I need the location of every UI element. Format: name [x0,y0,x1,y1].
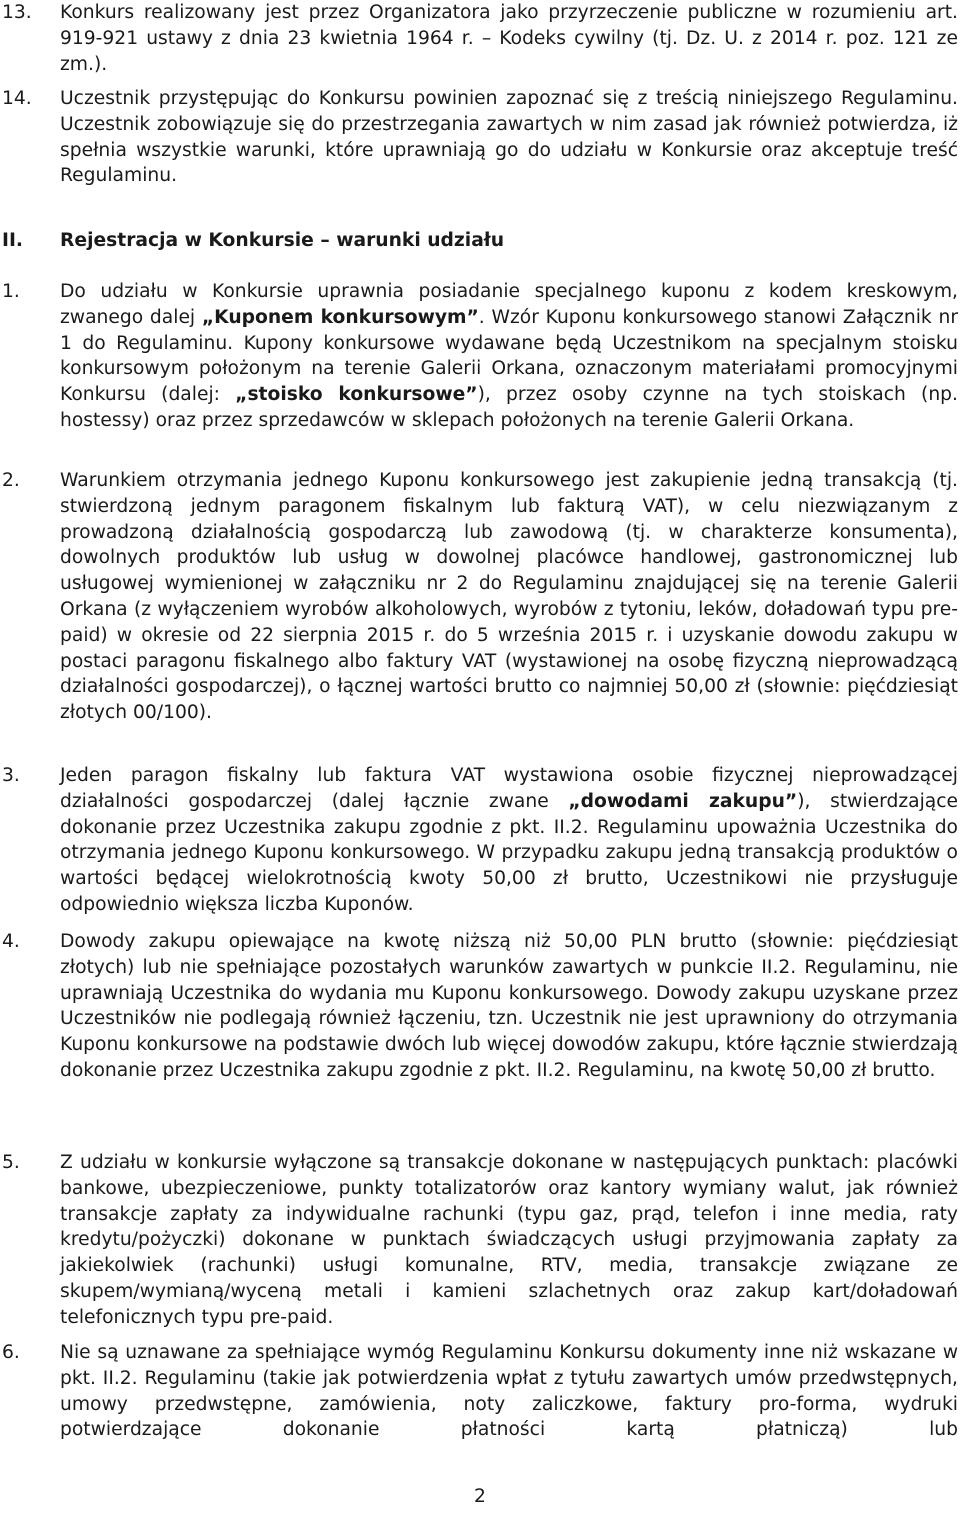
item-text [60,0,958,77]
item-text [60,763,958,918]
section-heading-ii [0,228,958,254]
bold-term: „dowodami zakupu” [568,790,798,812]
paragraph-6 [0,1340,958,1443]
item-text [60,279,958,434]
text-run: Uczestnik przystępując do Konkursu powinien zapoznać się z treścią niniejszego Regulaminu. Uczestnik zobowiązuje się do przestrzegania zawartych w nim zasad jak również potwierdza, iż spełnia wszystkie warunki, które uprawniają go do udziału w Konkursie oraz akceptuje treść Regulaminu. [60,88,958,187]
item-number: 6. [2,1342,20,1363]
text-run: Dowody zakupu opiewające na kwotę niższą niż 50,00 PLN brutto (słownie: pięćdziesiąt złotych) lub nie spełniające pozostałych warunków zawartych w punkcie II.2. Regulaminu, nie uprawniają Uczestnika do wydania mu Kuponu konkursowego. Dowody zakupu uzyskane przez Uczestników nie podlegają również łączeniu, tzn. Uczestnik nie jest uprawniony do otrzymania Kuponu konkursowe na podstawie dwóch lub więcej dowodów zakupu, które łącznie stwierdzają dokonanie przez Uczestnika zakupu zgodnie z pkt. II.2. Regulaminu, na kwotę 50,00 zł brutto. [60,931,958,1081]
bold-term: „stoisko konkursowe” [235,384,478,406]
text-run: Do udziału w Konkursie uprawnia posiadanie specjalnego kuponu z kodem kreskowym, zwanego dalej [60,281,958,328]
item-number: 14. [2,88,32,109]
item-text [60,86,958,189]
text-run: Warunkiem otrzymania jednego Kuponu konkursowego jest zakupienie jedną transakcją (tj. stwierdzoną jednym paragonem fiskalnym lub fakturą VAT), w celu niezwiązanym z prowadzoną działalnością gospodarczą lub zawodową (tj. w charakterze konsumenta), dowolnych produktów lub usług w dowolnej placówce handlowej, gastronomicznej lub usługowej wymienionej w załączniku nr 2 do Regulaminu znajdującej się na terenie Galerii Orkana (z wyłączeniem wyrobów alkoholowych, wyrobów z tytoniu, leków, doładowań typu pre-paid) w okresie od 22 sierpnia 2015 r. do 5 września 2015 r. i uzyskanie dowodu zakupu w postaci paragonu fiskalnego albo faktury VAT (wystawionej na osobę fizyczną nieprowadzącą działalności gospodarczej), o łącznej wartości brutto co najmniej 50,00 zł (słownie: pięćdziesiąt złotych 00/100). [60,470,958,724]
text-run: Jeden paragon fiskalny lub faktura VAT wystawiona osobie fizycznej nieprowadzącej działalności gospodarczej (dalej łącznie zwane [60,765,958,812]
paragraph-5 [0,1150,958,1331]
item-text [60,1340,958,1443]
section-number: II. [2,230,24,251]
text-run: Konkurs realizowany jest przez Organizatora jako przyrzeczenie publiczne w rozumieniu art. 919-921 ustawy z dnia 23 kwietnia 1964 r. – Kodeks cywilny (tj. Dz. U. z 2014 r. poz. 121 ze zm.). [60,2,958,75]
paragraph-4 [0,929,958,1084]
paragraph-1 [0,279,958,434]
item-text [60,929,958,1084]
item-number: 13. [2,2,32,23]
text-run: Z udziału w konkursie wyłączone są transakcje dokonane w następujących punktach: placówki bankowe, ubezpieczeniowe, punkty totalizatorów oraz kantory wymiany walut, jak również transakcje zapłaty za indywidualne rachunki (typu gaz, prąd, telefon i inne media, raty kredytu/pożyczki) dokonane w punktach świadczących usługi przyjmowania zapłaty za jakiekolwiek (rachunki) usługi komunalne, RTV, media, transakcje związane ze skupem/wymianą/wyceną metali i kamieni szlachetnych oraz zakup kart/doładowań telefonicznych typu pre-paid. [60,1152,958,1328]
text-run: Rejestracja w Konkursie – warunki udziału [60,230,505,251]
item-text [60,1150,958,1331]
paragraph-13 [0,0,958,77]
item-number: 3. [2,765,20,786]
item-text [60,468,958,726]
item-number: 4. [2,931,20,952]
item-number: 2. [2,470,20,491]
paragraph-14 [0,86,958,189]
text-run: ), przez osoby czynne na tych stoiskach (np. hostessy) oraz przez sprzedawców w sklepach położonych na terenie Galerii Orkana. [60,384,958,431]
bold-term: „Kuponem konkursowym” [201,306,479,328]
text-run: Nie są uznawane za spełniające wymóg Regulaminu Konkursu dokumenty inne niż wskazane w pkt. II.2. Regulaminu (takie jak potwierdzenia wpłat z tytułu zawartych umów przedwstępnych, umowy przedwstępne, zamówienia, noty zaliczkowe, faktury pro-forma, wydruki potwierdzające dokonanie płatności kartą płatniczą) lub [60,1342,958,1441]
item-number: 5. [2,1152,20,1173]
paragraph-2 [0,468,958,726]
text-run: . Wzór Kuponu konkursowego stanowi Załącznik nr 1 do Regulaminu. Kupony konkursowe wydawane będą Uczestnikom na specjalnym stoisku konkursowym położonym na terenie Galerii Orkana, oznaczonym materiałami promocyjnymi Konkursu (dalej: [60,306,959,406]
page-number: 2 [474,1486,486,1507]
item-number: 1. [2,281,20,302]
section-title [60,228,958,254]
text-run: ), stwierdzające dokonanie przez Uczestnika zakupu zgodnie z pkt. II.2. Regulaminu upoważnia Uczestnika do otrzymania jednego Kuponu konkursowego. W przypadku zakupu jedną transakcją produktów o wartości będącej wielokrotnością kwoty 50,00 zł brutto, Uczestnikowi nie przysługuje odpowiednio większa liczba Kuponów. [60,790,959,915]
paragraph-3 [0,763,958,918]
